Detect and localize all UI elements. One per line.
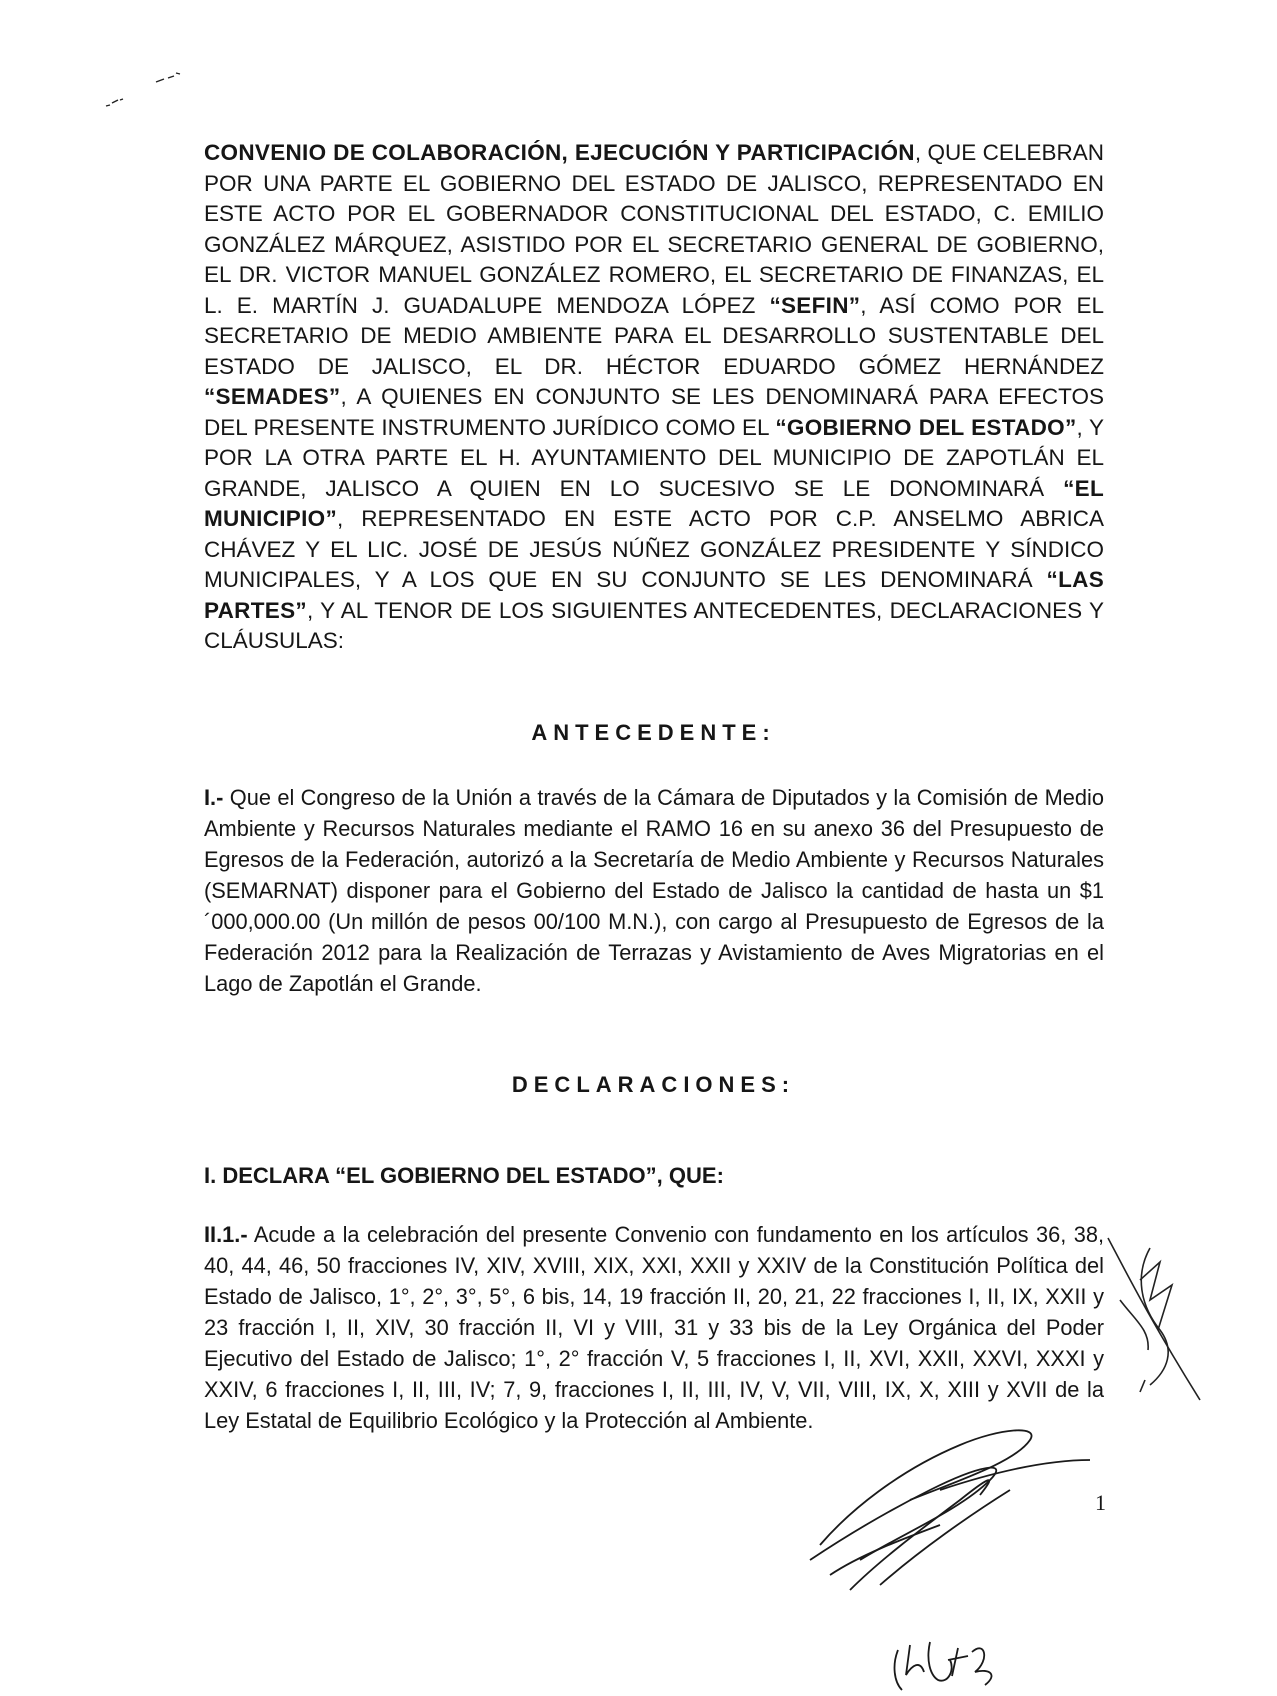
intro-text-6: , Y AL TENOR DE LOS SIGUIENTES ANTECEDENTES, DECLARACIONES Y CLÁUSULAS: [204,597,1104,653]
intro-text-4: , Y POR LA OTRA PARTE EL H. AYUNTAMIENTO DEL MUNICIPIO DE ZAPOTLÁN EL GRANDE, JALISCO A QUIEN EN LO SUCESIVO SE LE DONOMINARÁ [204,414,1104,501]
margin-initials [1108,1238,1200,1400]
antecedente-label: I.- [204,785,224,810]
municipio-term: “EL MUNICIPIO” [204,475,1104,531]
semades-term: “SEMADES” [204,384,341,409]
page-number: 1 [1095,1490,1106,1515]
signature [810,1430,1090,1590]
declaraciones-subheading: I. DECLARA “EL GOBIERNO DEL ESTADO”, QUE: [204,1163,724,1188]
declaraciones-heading: DECLARACIONES: [511,1072,796,1097]
declaracion-text: Acude a la celebración del presente Convenio con fundamento en los artículos 36, 38, 40, 44, 46, 50 fracciones IV, XIV, XVIII, XIX, XXI, XXII y XXIV de la Constitución Política del Estado de Jalisco, 1°, 2°, 3°, 5°, 6 bis, 14, 19 fracción II, 20, 21, 22 fracciones I, II, IX, XXII y 23 fracción I, II, XIV, 30 fracción II, VI y VIII, 31 y 33 bis de la Ley Orgánica del Poder Ejecutivo del Estado de Jalisco; 1°, 2° fracción V, 5 fracciones I, II, XVI, XXII, XXVI, XXXI y XXIV, 6 fracciones I, II, III, IV; 7, 9, fracciones I, II, III, IV, V, VII, VIII, IX, X, XIII y XVII de la Ley Estatal de Equilibrio Ecológico y la Protección al Ambiente. [204,1222,1104,1433]
declaracion-label: II.1.- [204,1222,248,1247]
intro-text-1: , QUE CELEBRAN POR UNA PARTE EL GOBIERNO DEL ESTADO DE JALISCO, REPRESENTADO EN ESTE ACTO POR EL GOBERNADOR CONSTITUCIONAL DEL ESTADO, C. EMILIO GONZÁLEZ MÁRQUEZ, ASISTIDO POR EL SECRETARIO GENERAL DE GOBIERNO, EL DR. VICTOR MANUEL GONZÁLEZ ROMERO, EL SECRETARIO DE FINANZAS, EL L. E. MARTÍN J. GUADALUPE MENDOZA LÓPEZ [204,140,1104,318]
gobierno-term: “GOBIERNO DEL ESTADO” [775,414,1077,440]
agreement-title: CONVENIO DE COLABORACIÓN, EJECUCIÓN Y PARTICIPACIÓN [204,140,915,165]
corner-scribble [106,73,180,106]
antecedente-heading: ANTECEDENTE: [531,720,776,745]
sefin-term: “SEFIN” [769,292,861,318]
intro-text-5: , REPRESENTADO EN ESTE ACTO POR C.P. ANSELMO ABRICA CHÁVEZ Y EL LIC. JOSÉ DE JESÚS NÚÑEZ GONZÁLEZ PRESIDENTE Y SÍNDICO MUNICIPALES, Y A LOS QUE EN SU CONJUNTO SE LES DENOMINARÁ [204,506,1104,592]
bottom-initials [895,1642,992,1690]
partes-term: “LAS PARTES” [204,567,1104,623]
antecedente-text: Que el Congreso de la Unión a través de la Cámara de Diputados y la Comisión de Medio Ambiente y Recursos Naturales mediante el RAMO 16 en su anexo 36 del Presupuesto de Egresos de la Federación, autorizó a la Secretaría de Medio Ambiente y Recursos Naturales (SEMARNAT) disponer para el Gobierno del Estado de Jalisco la cantidad de hasta un $1´000,000.00 (Un millón de pesos 00/100 M.N.), con cargo al Presupuesto de Egresos de la Federación 2012 para la Realización de Terrazas y Avistamiento de Aves Migratorias en el Lago de Zapotlán el Grande. [204,785,1104,996]
intro-text-3: , A QUIENES EN CONJUNTO SE LES DENOMINARÁ PARA EFECTOS DEL PRESENTE INSTRUMENTO JURÍDICO COMO EL [204,384,1104,440]
intro-text-2: , ASÍ COMO POR EL SECRETARIO DE MEDIO AMBIENTE PARA EL DESARROLLO SUSTENTABLE DEL ESTADO DE JALISCO, EL DR. HÉCTOR EDUARDO GÓMEZ HERNÁNDEZ [204,292,1104,379]
